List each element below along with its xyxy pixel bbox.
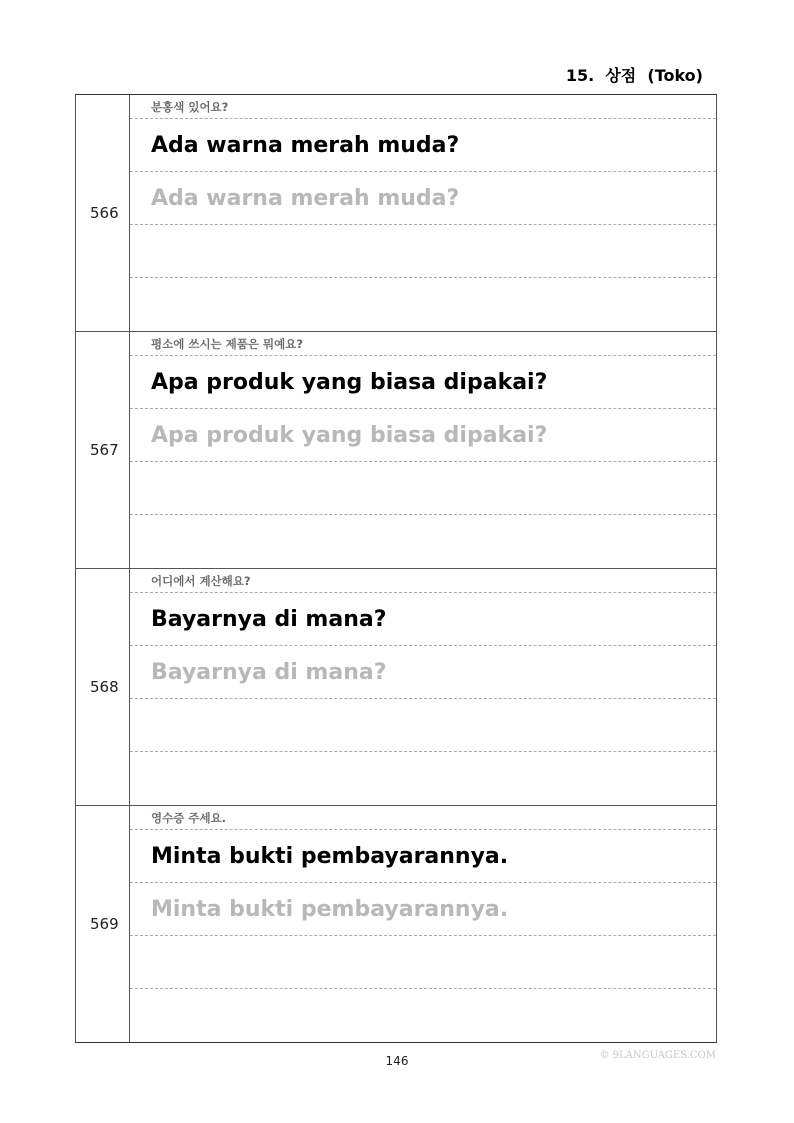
writing-lines — [130, 332, 717, 568]
writing-lines — [130, 806, 717, 1042]
practice-entry — [75, 331, 717, 568]
blank-writing-line[interactable] — [130, 515, 716, 568]
entry-number: 567 — [75, 332, 130, 568]
blank-writing-line[interactable] — [130, 699, 716, 752]
korean-prompt: 분홍색 있어요? — [130, 95, 716, 119]
blank-writing-line[interactable] — [130, 225, 716, 278]
indonesian-sentence: Minta bukti pembayarannya. — [130, 830, 716, 883]
indonesian-sentence: Apa produk yang biasa dipakai? — [130, 356, 716, 409]
practice-entry — [75, 805, 717, 1042]
practice-sheet — [75, 94, 717, 1043]
trace-sentence: Apa produk yang biasa dipakai? — [130, 409, 716, 462]
section-title: 15. 상점 (Toko) — [565, 66, 703, 85]
writing-lines — [130, 569, 717, 805]
korean-prompt: 어디에서 계산해요? — [130, 569, 716, 593]
blank-writing-line[interactable] — [130, 936, 716, 989]
blank-writing-line[interactable] — [130, 278, 716, 331]
blank-writing-line[interactable] — [130, 989, 716, 1042]
practice-entry — [75, 95, 717, 331]
indonesian-sentence: Bayarnya di mana? — [130, 593, 716, 646]
blank-writing-line[interactable] — [130, 752, 716, 805]
blank-writing-line[interactable] — [130, 462, 716, 515]
trace-sentence: Bayarnya di mana? — [130, 646, 716, 699]
korean-prompt: 영수증 주세요. — [130, 806, 716, 830]
trace-sentence: Ada warna merah muda? — [130, 172, 716, 225]
entry-number: 566 — [75, 95, 130, 331]
entry-number: 568 — [75, 569, 130, 805]
trace-sentence: Minta bukti pembayarannya. — [130, 883, 716, 936]
page-number: 146 — [385, 1054, 409, 1068]
copyright-watermark: © 9LANGUAGES.COM — [599, 1050, 716, 1061]
korean-prompt: 평소에 쓰시는 제품은 뭐예요? — [130, 332, 716, 356]
practice-entry — [75, 568, 717, 805]
entry-number: 569 — [75, 806, 130, 1042]
indonesian-sentence: Ada warna merah muda? — [130, 119, 716, 172]
writing-lines — [130, 95, 717, 331]
